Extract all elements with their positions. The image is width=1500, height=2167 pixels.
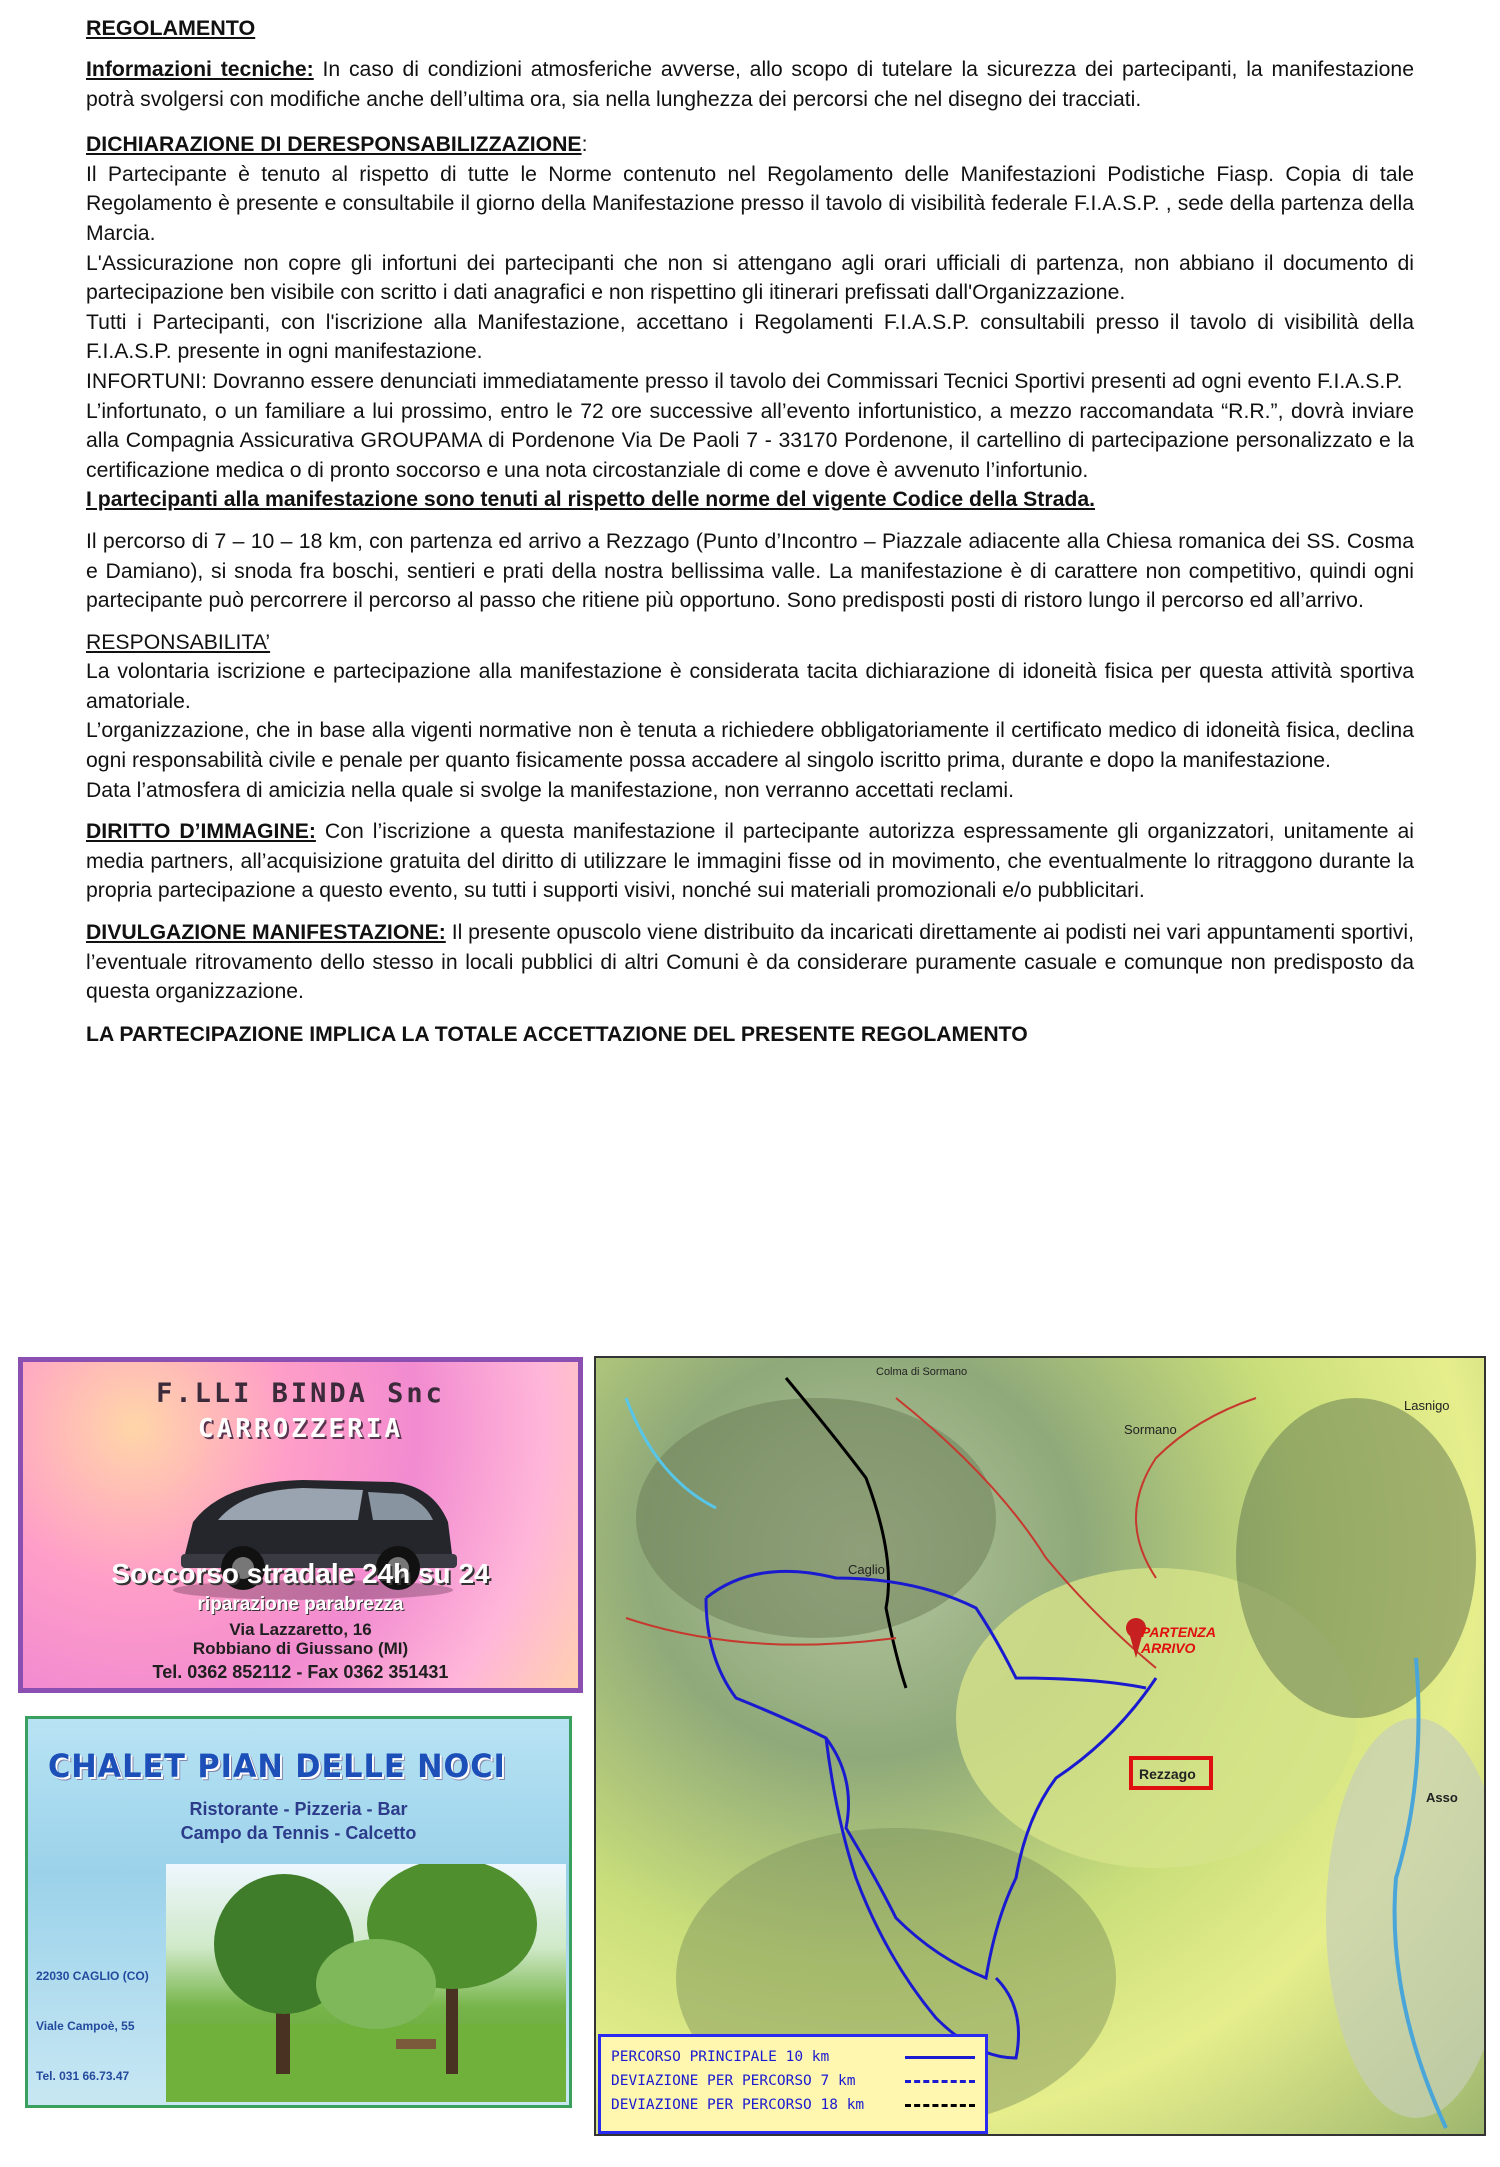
- legend-7km-swatch: [905, 2080, 975, 2083]
- responsibility-heading: RESPONSABILITA’: [86, 630, 271, 654]
- ad-chalet-name: CHALET PIAN DELLE NOCI: [48, 1747, 506, 1785]
- ad-binda-carrozzeria: [18, 1357, 583, 1693]
- park-trees-image: [166, 1864, 566, 2102]
- route-map: [594, 1356, 1486, 2136]
- technical-info-label: Informazioni tecniche:: [86, 58, 314, 81]
- ad-binda-street: Via Lazzaretto, 16: [229, 1620, 372, 1639]
- image-rights-label: DIRITTO D’IMMAGINE:: [86, 820, 316, 844]
- disclaimer-p2: L'Assicurazione non copre gli infortuni dei partecipanti che non si attengano agli orari ufficiali di partenza, non abbiano il documento di partecipazione ben visibile con scritto i dati anagrafici e non rispettino gli itinerari prefissati dall'Organizzazione.: [86, 251, 1414, 305]
- disclaimer-p6: I partecipanti alla manifestazione sono tenuti al rispetto delle norme del vigente Codice della Strada.: [86, 488, 1096, 512]
- disclaimer-heading-text: DICHIARAZIONE DI DERESPONSABILIZZAZIONE: [86, 133, 582, 157]
- disclaimer-p1: Il Partecipante è tenuto al rispetto di tutte le Norme contenuto nel Regolamento delle Manifestazioni Podistiche Fiasp. Copia di tale Regolamento è presente e consultabile il giorno della Manifestazione presso il tavolo di visibilità federale F.I.A.S.P. , sede della partenza della Marcia.: [86, 162, 1414, 245]
- legend-row-7km: [611, 2069, 975, 2093]
- disclaimer-p3: Tutti i Partecipanti, con l'iscrizione alla Manifestazione, accettano i Regolamenti F.I.A.S.P. consultabili presso il tavolo di visibilità della F.I.A.S.P. presente in ogni manifestazione.: [86, 310, 1414, 364]
- responsibility-p3: Data l’atmosfera di amicizia nella quale si svolge la manifestazione, non verranno accettati reclami.: [86, 778, 1014, 802]
- distribution: [86, 918, 1414, 1007]
- disclaimer-p4: INFORTUNI: Dovranno essere denunciati immediatamente presso il tavolo dei Commissari Tecnici Sportivi presenti ad ogni evento F.I.A.S.P.: [86, 369, 1403, 393]
- map-graphic: [596, 1358, 1486, 2136]
- ad-chalet: [25, 1716, 572, 2108]
- map-label-lasnigo: Lasnigo: [1404, 1398, 1450, 1413]
- legend-main-text: PERCORSO PRINCIPALE 10 km: [611, 2049, 830, 2065]
- legend-main-swatch: [905, 2056, 975, 2059]
- ad-chalet-cap: 22030 CAGLIO (CO): [36, 1969, 149, 1983]
- route-description: Il percorso di 7 – 10 – 18 km, con partenza ed arrivo a Rezzago (Punto d’Incontro – Piazzale adiacente alla Chiesa romanica dei SS. Cosma e Damiano), si snoda fra boschi, sentieri e prati della nostra bellissima valle. La manifestazione è di carattere non competitivo, quindi ogni partecipante può percorrere il percorso al passo che ritiene più opportuno. Sono predisposti posti di ristoro lungo il percorso ed all’arrivo.: [86, 529, 1414, 613]
- ad-chalet-line1: Ristorante - Pizzeria - Bar: [189, 1799, 408, 1819]
- responsibility-p1: La volontaria iscrizione e partecipazione alla manifestazione è considerata tacita dichiarazione di idoneità fisica per questa attività sportiva amatoriale.: [86, 660, 1414, 713]
- ad-binda-phone: Tel. 0362 852112 - Fax 0362 351431: [152, 1662, 449, 1682]
- disclaimer-p5: L’infortunato, o un familiare a lui prossimo, entro le 72 ore successive all’evento infortunistico, a mezzo raccomandata “R.R.”, dovrà inviare alla Compagnia Assicurativa GROUPAMA di Pordenone Via De Paoli 7 - 33170 Pordenone, il cartellino di partecipazione personalizzato e la certificazione medica o di pronto soccorso e una nota circostanziale di come e dove è avvenuto l’infortunio.: [86, 399, 1414, 482]
- distribution-text: Il presente opuscolo viene distribuito da incaricati direttamente ai podisti nei vari appuntamenti sportivi, l’eventuale ritrovamento dello stesso in locali pubblici di altri Comuni è da considerare puramente casuale e comunque non predisposto da questa organizzazione.: [86, 921, 1414, 1004]
- disclaimer-heading: [86, 130, 1414, 160]
- technical-info-text: In caso di condizioni atmosferiche avverse, allo scopo di tutelare la sicurezza dei partecipanti, la manifestazione potrà svolgersi con modifiche anche dell’ultima ora, sia nella lunghezza dei percorsi che nel disegno dei tracciati.: [86, 58, 1414, 111]
- map-label-sormano: Sormano: [1124, 1422, 1177, 1437]
- legend-18km-text: DEVIAZIONE PER PERCORSO 18 km: [611, 2097, 865, 2113]
- disclaimer-heading-colon: :: [581, 133, 588, 157]
- distribution-label: DIVULGAZIONE MANIFESTAZIONE:: [86, 921, 446, 945]
- final-statement: LA PARTECIPAZIONE IMPLICA LA TOTALE ACCETTAZIONE DEL PRESENTE REGOLAMENTO: [86, 1022, 1028, 1046]
- ad-binda-city: Robbiano di Giussano (MI): [192, 1639, 409, 1658]
- ad-binda-repair: riparazione parabrezza: [197, 1594, 404, 1615]
- image-rights-text: Con l’iscrizione a questa manifestazione il partecipante autorizza espressamente gli organizzatori, unitamente ai media partners, all’acquisizione gratuita del diritto di utilizzare le immagini fisse od in movimento, che eventualmente lo ritraggono durante la propria partecipazione a questo evento, su tutti i supporti visivi, nonché sui materiali promozionali e/o pubblicitari.: [86, 820, 1414, 903]
- ad-binda-sub: CARROZZERIA: [197, 1414, 404, 1444]
- ad-chalet-phone: Tel. 031 66.73.47: [36, 2069, 130, 2083]
- map-label-caglio: Caglio: [848, 1562, 885, 1577]
- map-label-colma: Colma di Sormano: [876, 1366, 968, 1378]
- ad-chalet-street: Viale Campoè, 55: [36, 2019, 135, 2033]
- ad-binda-service: Soccorso stradale 24h su 24: [111, 1558, 490, 1589]
- map-label-asso: Asso: [1426, 1790, 1458, 1805]
- legend-18km-swatch: [905, 2104, 975, 2107]
- map-legend: [598, 2034, 988, 2134]
- map-start-label: PARTENZA ARRIVO: [1141, 1624, 1216, 1656]
- image-rights: [86, 817, 1414, 906]
- technical-info: [86, 55, 1414, 114]
- responsibility-p2: L’organizzazione, che in base alla vigenti normative non è tenuta a richiedere obbligatoriamente il certificato medico di idoneità fisica, declina ogni responsabilità civile e penale per quanto fisicamente possa accadere al singolo iscritto prima, durante e dopo la manifestazione.: [86, 719, 1414, 773]
- legend-7km-text: DEVIAZIONE PER PERCORSO 7 km: [611, 2073, 856, 2089]
- legend-row-main: [611, 2045, 975, 2069]
- ad-chalet-line2: Campo da Tennis - Calcetto: [180, 1823, 417, 1843]
- legend-row-18km: [611, 2093, 975, 2117]
- page-title: REGOLAMENTO: [86, 16, 256, 40]
- map-place-rezzago: Rezzago: [1139, 1766, 1196, 1782]
- ad-binda-brand: F.LLI BINDA Snc: [156, 1378, 445, 1409]
- regulation-document: [86, 10, 1414, 1047]
- ad-chalet-photo: [166, 1864, 566, 2102]
